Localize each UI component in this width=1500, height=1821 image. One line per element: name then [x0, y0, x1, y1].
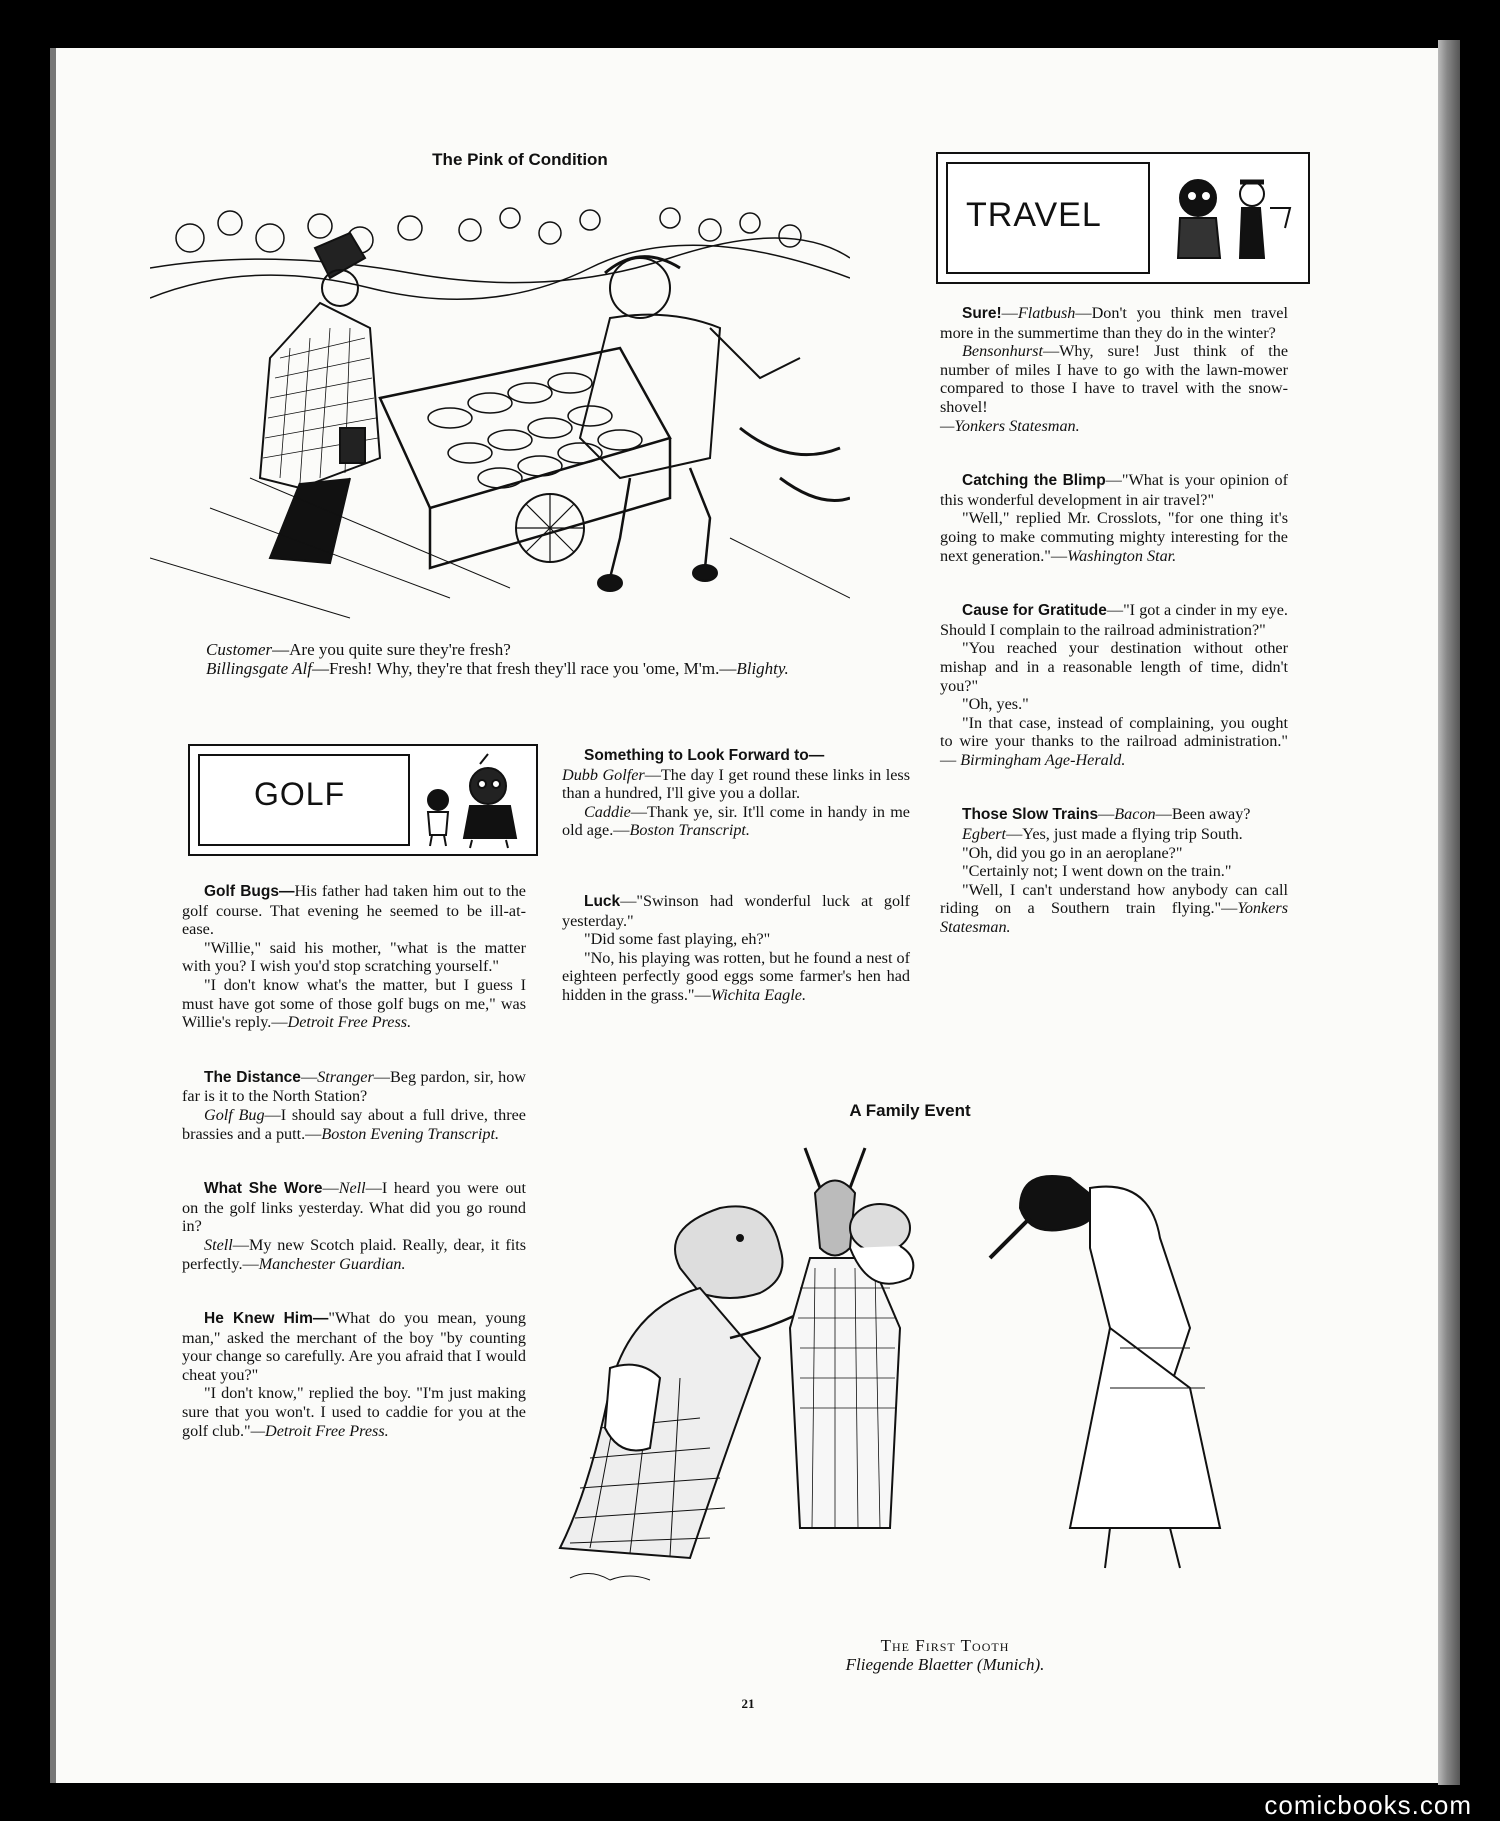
article-paragraph: —Yes, just made a flying trip South.	[1006, 825, 1243, 844]
article-paragraph: "In that case, instead of complaining, you ought to wire your thanks to the railroad administration." —	[940, 713, 1288, 769]
article-heading: Cause for Gratitude	[962, 602, 1107, 620]
article-speaker: Flatbush	[1017, 304, 1076, 322]
article-source: Detroit Free Press.	[287, 1013, 412, 1032]
article-paragraph: —My new Scotch plaid. Really, dear, it fits perfectly.—	[182, 1235, 526, 1273]
article-speaker: Bacon	[1114, 805, 1156, 824]
article-heading: He Knew Him—	[204, 1310, 329, 1328]
article-speaker: Nell	[338, 1179, 366, 1198]
article-body: His father had taken him out to the golf course. That evening he seemed to be ill-at-ease.	[182, 882, 526, 939]
travel-label: TRAVEL	[966, 196, 1102, 234]
article-source: Manchester Guardian.	[258, 1254, 406, 1273]
article-paragraph: "Certainly not; I went down on the train."	[962, 862, 1232, 881]
article-paragraph: —Thank ye, sir. It'll come in handy in me old age.—	[562, 802, 910, 840]
article-dash: —	[322, 1179, 339, 1198]
article-heading: Golf Bugs—	[204, 883, 295, 900]
article-dash: —	[300, 1067, 318, 1086]
caption-speaker-alf: Billingsgate Alf	[206, 659, 312, 678]
article-speaker: Stranger	[317, 1067, 374, 1086]
cartoon-caption	[174, 640, 834, 678]
article-dash: —	[1098, 805, 1115, 824]
article-speaker: Dubb Golfer	[562, 765, 645, 784]
middle-column	[562, 746, 910, 1041]
article-source: Boston Evening Transcript.	[321, 1124, 499, 1143]
article-heading: Catching the Blimp	[962, 472, 1106, 490]
article-heading: Luck	[584, 892, 621, 910]
family-event-caption	[750, 1636, 1140, 1674]
article-heading: The Distance	[204, 1068, 301, 1086]
article-paragraph: "Did some fast playing, eh?"	[584, 930, 771, 949]
caption-speaker-customer: Customer	[206, 640, 273, 659]
caption-line-alf: —Fresh! Why, they're that fresh they'll race you 'ome, M'm.—	[311, 659, 737, 678]
article-paragraph: "I don't know," replied the boy. "I'm just making sure that you won't. I used to caddie for you at the golf club."	[182, 1384, 526, 1440]
article-source: —Yonkers Statesman.	[940, 416, 1080, 435]
travel-section-header	[936, 152, 1310, 284]
article-paragraph: —Why, sure! Just think of the number of miles I have to go with the lawn-mower compared to those I have to travel with the snow-shovel!	[940, 342, 1288, 416]
page-edge	[1438, 40, 1460, 1785]
article-paragraph: "I don't know what's the matter, but I guess I must have got some of those golf bugs on me," was Willie's reply.—	[182, 975, 526, 1032]
fish-market-cartoon	[150, 178, 850, 628]
article-source: Boston Transcript.	[629, 821, 750, 840]
article-source: Birmingham Age-Herald.	[960, 750, 1126, 769]
article-body: —"I got a cinder in my eye. Should I complain to the railroad administration?"	[940, 601, 1288, 639]
article-paragraph: "Willie," said his mother, "what is the matter with you? I wish you'd stop scratching yourself."	[182, 938, 526, 976]
article-speaker: Bensonhurst	[962, 342, 1043, 361]
caption-source: Blighty.	[736, 659, 789, 678]
golf-article-4	[182, 1309, 526, 1440]
article-source: —Detroit Free Press.	[250, 1421, 389, 1440]
article-speaker: Caddie	[584, 802, 631, 821]
golf-vignette-icon	[410, 750, 534, 850]
article-body: "What do you mean, young man," asked the merchant of the boy "by counting your change so carefully. Are you afraid that I would cheat you?"	[182, 1309, 526, 1384]
page	[50, 48, 1452, 1783]
article-dash: —	[1001, 304, 1018, 322]
book-spine	[50, 48, 56, 1783]
middle-article-1	[562, 746, 910, 840]
article-source: Washington Star.	[1067, 546, 1177, 565]
travel-article-1	[940, 304, 1288, 435]
watermark: comicbooks.com	[1264, 1790, 1472, 1820]
article-body: —Don't you think men travel more in the summertime than they do in the winter?	[940, 304, 1288, 342]
article-source: Wichita Eagle.	[710, 985, 806, 1004]
article-paragraph: —I should say about a full drive, three brassies and a putt.—	[182, 1105, 526, 1143]
golf-article-1	[182, 882, 526, 1032]
golf-article-2	[182, 1068, 526, 1143]
article-paragraph: "Oh, did you go in an aeroplane?"	[962, 843, 1183, 862]
golf-article-3	[182, 1179, 526, 1273]
page-number: 21	[741, 1696, 755, 1711]
article-speaker: Stell	[204, 1235, 233, 1254]
family-event-cartoon	[550, 1128, 1310, 1598]
article-paragraph: "Well," replied Mr. Crosslots, "for one thing it's going to make commuting mighty interesting for the next generation."—	[940, 509, 1288, 565]
article-source: Yonkers Statesman.	[940, 899, 1288, 937]
travel-article-2	[940, 471, 1288, 565]
article-speaker: Golf Bug	[204, 1105, 265, 1124]
article-heading: Sure!	[962, 305, 1002, 322]
article-paragraph: "You reached your destination without other mishap and in a reasonable length of time, didn't you?"	[940, 639, 1288, 695]
travel-vignette-icon	[1160, 168, 1300, 268]
article-body: —Been away?	[1155, 805, 1251, 824]
travel-article-3	[940, 601, 1288, 769]
article-body: —Beg pardon, sir, how far is it to the North Station?	[182, 1067, 526, 1106]
cartoon-title: The Pink of Condition	[432, 150, 608, 169]
article-body: —"What is your opinion of this wonderful development in air travel?"	[940, 471, 1288, 509]
article-paragraph: "Oh, yes."	[962, 695, 1029, 714]
family-event-title: A Family Event	[849, 1101, 971, 1120]
golf-section-header	[188, 744, 538, 856]
article-body: —The day I get round these links in less than a hundred, I'll give you a dollar.	[562, 765, 910, 803]
caption-line-customer: —Are you quite sure they're fresh?	[272, 640, 511, 659]
golf-column	[182, 882, 526, 1476]
article-paragraph: "No, his playing was rotten, but he found a nest of eighteen perfectly good eggs some farmer's hen had hidden in the grass."—	[562, 948, 910, 1004]
article-heading: Something to Look Forward to—	[584, 747, 825, 764]
middle-article-2	[562, 892, 910, 1005]
article-body: —I heard you were out on the golf links yesterday. What did you go round in?	[182, 1179, 526, 1236]
caption-source: Fliegende Blaetter (Munich).	[845, 1655, 1045, 1674]
article-paragraph: "Well, I can't understand how anybody can call riding on a Southern train flying."—	[940, 880, 1288, 918]
article-heading: What She Wore	[204, 1180, 323, 1198]
golf-label: GOLF	[254, 776, 346, 812]
travel-column	[940, 304, 1288, 973]
article-heading: Those Slow Trains	[962, 806, 1099, 824]
article-speaker: Egbert	[962, 825, 1007, 844]
caption-title: The First Tooth	[880, 1636, 1010, 1655]
article-body: —"Swinson had wonderful luck at golf yesterday."	[562, 891, 910, 930]
travel-article-4	[940, 805, 1288, 936]
